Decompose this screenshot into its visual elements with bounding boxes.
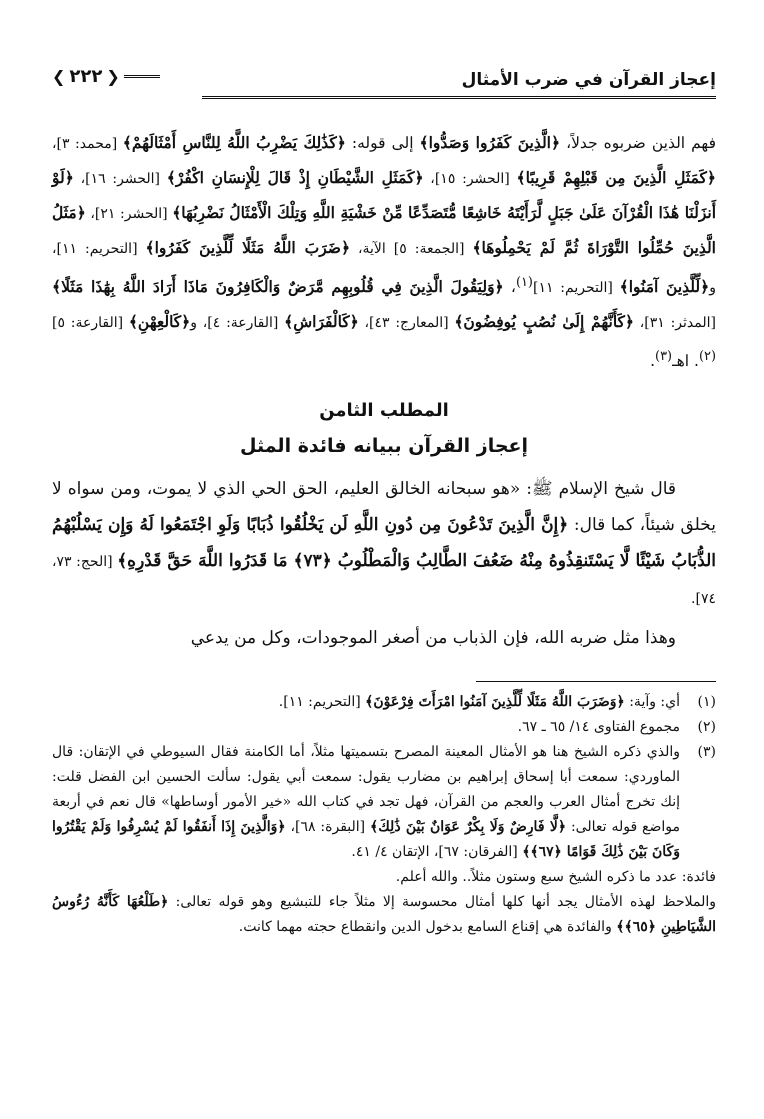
footnote-separator	[476, 681, 716, 682]
text-run: ،	[503, 278, 516, 297]
quran-verse: ﴿وَضَرَبَ اللَّهُ مَثَلًا لِّلَّذِينَ آمَنُوا امْرَأَتَ فِرْعَوْنَ﴾	[365, 694, 625, 711]
quran-verse: ﴿كَمَثَلِ الَّذِينَ مِن قَبْلِهِمْ قَرِيبًا﴾	[516, 168, 717, 187]
verse-reference: [المدثر: ٣١]،	[634, 315, 716, 332]
section-title: المطلب الثامن	[319, 400, 449, 422]
quran-verse: ﴿لَوْ أَنزَلْنَا هَٰذَا الْقُرْآنَ عَلَىٰ جَبَلٍ لَّرَأَيْتَهُ خَاشِعًا مُّتَصَدِّعًا مِّنْ خَشْيَةِ اللَّهِ وَتِلْكَ الْأَمْثَالُ نَضْرِبُهَا﴾	[52, 168, 716, 222]
footnotes	[52, 690, 716, 940]
verse-reference: [التحريم: ١١].	[278, 694, 366, 711]
quran-verse: ﴿وَلِيَقُولَ الَّذِينَ فِي قُلُوبِهِم مَّرَضٌ وَالْكَافِرُونَ مَاذَا أَرَادَ اللَّهُ بِهَٰذَا مَثَلًا﴾	[52, 277, 504, 297]
section-subtitle: إعجاز القرآن ببيانه فائدة المثل	[239, 435, 529, 458]
footnote-text	[52, 740, 680, 865]
quran-verse: ﴿وَالَّذِينَ إِذَا أَنفَقُوا لَمْ يُسْرِفُوا وَلَمْ يَقْتُرُوا وَكَانَ بَيْنَ ذَٰلِكَ قَوَامًا ﴿٦٧﴾﴾	[52, 819, 680, 861]
page-header	[52, 66, 716, 110]
page-number-box	[52, 66, 160, 87]
text-run: والذي ذكره الشيخ هنا هو الأمثال المعينة المصرح بتسميتها مثلاً، أما الكامنة فقال السيوطي في الإتقان: قال الماوردي: سمعت أبا إسحاق إبراهيم بن مضارب يقول: سمعت أبي يقول: سألت الحسين ابن الفضل قلت: إنك تخرج أمثال العرب والعجم من القرآن، فهل تجد في كتاب الله «خير الأمور أوساطها» قال نعم في أربعة مواضع قوله تعالى:	[52, 744, 681, 836]
verse-reference: [الحج: ٧٣، ٧٤].	[52, 554, 716, 608]
quran-verse: ﴿لِّلَّذِينَ آمَنُوا﴾	[619, 277, 710, 297]
header-rule	[52, 96, 716, 99]
footnote-number: (١)	[697, 694, 716, 711]
ornament-left-icon: ❮	[106, 67, 120, 86]
quran-verse: ﴿مَثَلُ الَّذِينَ حُمِّلُوا التَّوْرَاةَ ثُمَّ لَمْ يَحْمِلُوهَا﴾	[52, 203, 716, 257]
footnote-number: (٢)	[697, 719, 716, 736]
text-run: قال شيخ الإسلام ﷺ: «هو سبحانه الخالق العليم، الحق الحي الذي لا يموت، ومن سواه لا يخلق شيئاً، كما قال:	[52, 479, 716, 536]
text-run: والملاحظ لهذه الأمثال يجد أنها كلها أمثال محسوسة إلا مثلاً جاء للتبشيع وهو قوله تعالى:	[168, 894, 716, 911]
verse-reference: [القارعة: ٤]، و	[190, 315, 285, 332]
footnote-text	[52, 690, 680, 715]
verse-reference: [التحريم: ١١]	[532, 280, 620, 297]
text-run: .	[650, 352, 656, 371]
verse-reference: [البقرة: ٦٨]،	[285, 819, 371, 836]
footnote-item	[52, 690, 716, 715]
verse-reference: [التحريم: ١١]، و	[52, 241, 717, 297]
text-run: أي: وآية:	[624, 694, 680, 711]
ornament-right-icon: ❯	[52, 67, 66, 86]
quran-verse: ﴿ضَرَبَ اللَّهُ مَثَلًا لِّلَّذِينَ كَفَرُوا﴾	[145, 238, 351, 257]
body-paragraph	[52, 471, 716, 617]
footnote-text: مجموع الفتاوى ١٤/ ٦٥ ـ ٦٧.	[517, 719, 680, 736]
text-run: إلى قوله:	[345, 134, 420, 152]
text-run: . اهـ	[672, 352, 699, 371]
quran-verse: ﴿كَالْعِهْنِ﴾	[128, 312, 191, 332]
quran-verse: ﴿كَمَثَلِ الشَّيْطَانِ إِذْ قَالَ لِلْإِنسَانِ اكْفُرْ﴾	[166, 168, 424, 187]
text-run: فهم الذين ضربوه جدلاً،	[560, 134, 716, 152]
running-title: إعجاز القرآن في ضرب الأمثال	[461, 70, 716, 90]
quran-verse: ﴿كَذَٰلِكَ يَضْرِبُ اللَّهُ لِلنَّاسِ أَمْثَالَهُمْ﴾	[122, 133, 346, 152]
footnote-marker[interactable]: (١)	[515, 275, 533, 290]
footnote-marker[interactable]: (٣)	[655, 349, 673, 365]
verse-reference: [الجمعة: ٥] الآية،	[350, 241, 473, 257]
page-number: ٢٢٢	[69, 66, 103, 87]
page-number-rule-left	[124, 75, 160, 78]
verse-reference: [الفرقان: ٦٧]، الإتقان ٤/ ٤١.	[351, 844, 523, 861]
footnote-number: (٣)	[697, 744, 716, 761]
verse-reference: [محمد: ٣]،	[52, 136, 123, 152]
intro-paragraph	[52, 126, 716, 378]
quran-verse: ﴿كَأَنَّهُمْ إِلَىٰ نُصُبٍ يُوفِضُونَ﴾	[454, 312, 635, 332]
verse-reference: [المعارج: ٤٣]،	[358, 315, 455, 332]
footnote-note: فائدة: عدد ما ذكره الشيخ سبع وستون مثلاً.. والله أعلم.	[395, 869, 716, 886]
quran-verse: ﴿إِنَّ الَّذِينَ تَدْعُونَ مِن دُونِ اللَّهِ لَن يَخْلُقُوا ذُبَابًا وَلَوِ اجْتَمَعُوا لَهُ وَإِن يَسْلُبْهُمُ الذُّبَابُ شَيْئًا لَّا يَسْتَنقِذُوهُ مِنْهُ ضَعُفَ الطَّالِبُ وَالْمَطْلُوبُ ﴿٧٣﴾ مَا قَدَرُوا اللَّهَ حَقَّ قَدْرِهِ﴾	[52, 515, 716, 572]
text-run: والفائدة هي إقناع السامع بدخول الدين وانقطاع حجته مهما كانت.	[238, 919, 617, 936]
quran-verse: ﴿لَّا فَارِضٌ وَلَا بِكْرٌ عَوَانٌ بَيْنَ ذَٰلِكَ﴾	[370, 819, 567, 836]
verse-reference: [الحشر: ١٥]،	[423, 171, 517, 187]
footnote-marker[interactable]: (٢)	[698, 349, 716, 365]
body-paragraph-continued: وهذا مثل ضربه الله، فإن الذباب من أصغر الموجودات، وكل من يدعي	[190, 628, 676, 649]
footnote-note	[52, 890, 716, 940]
footnote-item	[52, 740, 716, 865]
verse-reference: [الحشر: ١٦]،	[73, 171, 167, 187]
quran-verse: ﴿طَلْعُهَا كَأَنَّهُ رُءُوسُ الشَّيَاطِينِ ﴿٦٥﴾﴾	[52, 894, 716, 936]
verse-reference: [القارعة: ٥]	[52, 315, 129, 332]
footnote-item	[52, 715, 716, 740]
verse-reference: [الحشر: ٢١]،	[85, 206, 173, 222]
book-page	[52, 66, 716, 940]
quran-verse: ﴿الَّذِينَ كَفَرُوا وَصَدُّوا﴾	[419, 133, 561, 152]
quran-verse: ﴿كَالْفَرَاشِ﴾	[284, 312, 359, 332]
